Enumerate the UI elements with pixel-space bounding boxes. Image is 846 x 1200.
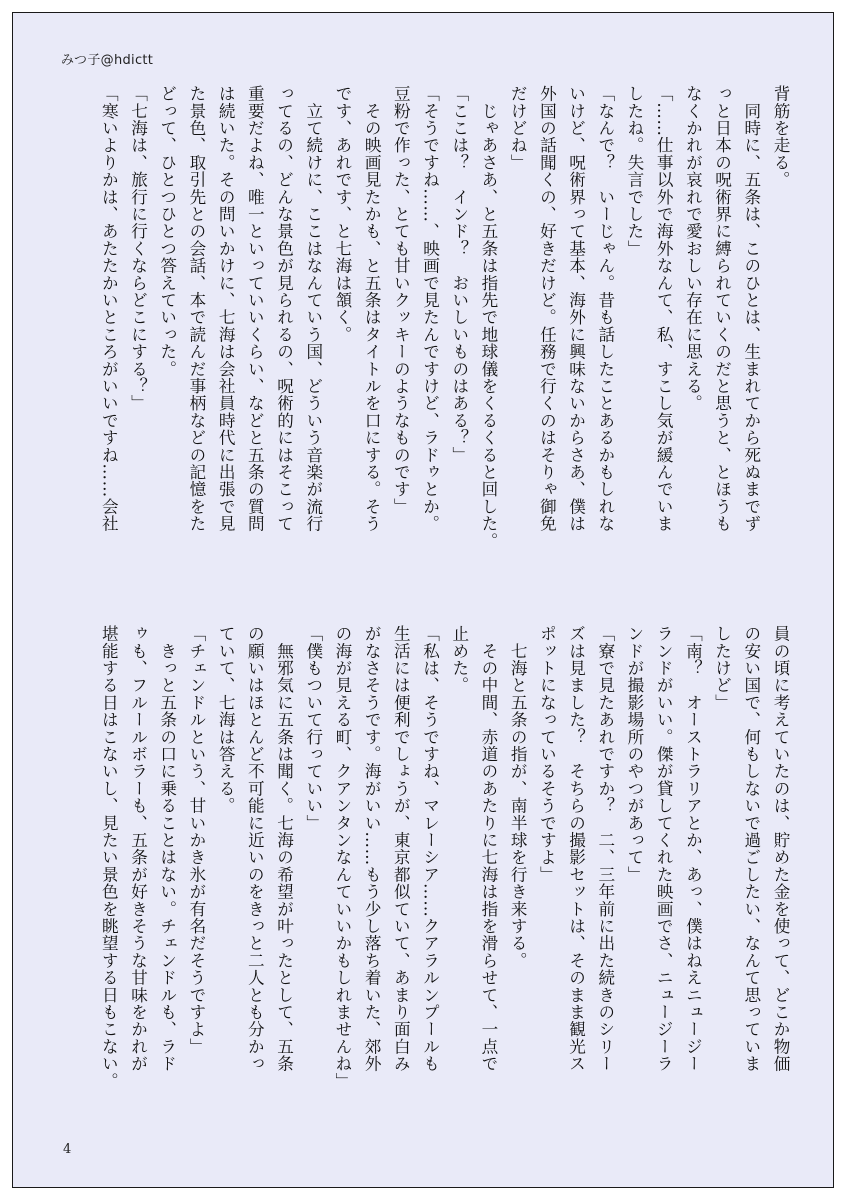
text-column: その中間、赤道のあたりに七海は指を滑らせて、一点で [478,625,498,1073]
text-column: 「ここは？ インド？ おいしいものはある？」 [449,85,469,464]
text-column: したね。失言でした」 [624,85,644,257]
text-column: ていて、七海は答える。 [216,625,236,815]
text-column: です、あれです、と七海は頷く。 [332,85,352,343]
text-column: の海が見える町、クアンタンなんていいかもしれませんね」 [332,625,352,1090]
text-column: 「そうですね……、映画で見たんですけど、ラドゥとか。 [420,85,440,533]
text-column: 立て続けに、ここはなんていう国、どういう音楽が流行 [303,85,323,533]
text-column: 無邪気に五条は聞く。七海の希望が叶ったとして、五条 [274,625,294,1073]
text-column: 「南？ オーストラリアとか、あっ、僕はねえニュージー [683,625,703,1073]
text-column: 重要だよね、唯一といっていいくらい、などと五条の質問 [245,85,265,533]
text-column: じゃあさあ、と五条は指先で地球儀をくるくると回した。 [478,85,498,550]
text-column: 堪能する日はこないし、見たい景色を眺望する日もこない。 [99,625,119,1090]
text-column: がなさそうです。海がいい……もう少し落ち着いた、郊外 [362,625,382,1073]
text-column: は続いた。その問いかけに、七海は会社員時代に出張で見 [216,85,236,533]
text-column: た景色、取引先との会話、本で読んだ事柄などの記憶をた [186,85,206,533]
page-number: 4 [63,1142,72,1157]
text-column: 「僕もついて行っていい」 [303,625,323,832]
text-column: 七海と五条の指が、南半球を行き来する。 [508,625,528,969]
text-column: きっと五条の口に乗ることはない。チェンドルも、ラド [157,625,177,1073]
text-column: 豆粉で作った、とても甘いクッキーのようなものです」 [391,85,411,515]
text-column: 「チェンドルという、甘いかき氷が有名だそうですよ」 [186,625,206,1055]
text-column: ってるの、どんな景色が見られるの、呪術的にはそこって [274,85,294,533]
text-column: ランドがいい。傑が貸してくれた映画でさ、ニュージーラ [654,625,674,1073]
text-column: ンドが撮影場所のやつがあって」 [624,625,644,883]
author-header: みつ子@hdictt [61,53,154,68]
text-column: 「……仕事以外で海外なんて、私、すこし気が緩んでいま [654,85,674,533]
text-column: 「私は、そうですね、マレーシア……クアラルンプールも [420,625,440,1073]
text-column: 員の頃に考えていたのは、貯めた金を使って、どこか物価 [771,625,790,1073]
text-column: 止めた。 [449,625,469,694]
text-column: 「寮で見たあれですか？ 二、三年前に出た続きのシリー [595,625,615,1073]
text-column: 生活には便利でしょうが、東京都似ていて、あまり面白み [391,625,411,1073]
text-column: っと日本の呪術界に縛られていくのだと思うと、とほうも [712,85,732,533]
text-block-top [55,85,795,605]
text-column: ズは見ました？ そちらの撮影セットは、そのまま観光ス [566,625,586,1073]
text-column: 「寒いよりかは、あたたかいところがいいですね……会社 [99,85,119,533]
text-column: なくかれが哀れで愛おしい存在に思える。 [683,85,703,412]
text-column: 背筋を走る。 [771,85,790,189]
text-column: ゥも、フルールボラーも、五条が好きそうな甘味をかれが [128,625,148,1073]
text-column: 同時に、五条は、このひとは、生まれてから死ぬまでず [741,85,761,533]
text-column: 外国の話聞くの、好きだけど。任務で行くのはそりゃ御免 [537,85,557,533]
text-column: だけどね」 [508,85,528,171]
text-block-bottom [55,625,795,1145]
text-column: 「なんで？ いーじゃん。昔も話したことあるかもしれな [595,85,615,533]
text-column: その映画見たかも、と五条はタイトルを口にする。そう [362,85,382,533]
text-column: どって、ひとつひとつ答えていった。 [157,85,177,378]
book-page [12,12,834,1188]
text-column: したけど」 [712,625,732,711]
text-column: ポットになっているそうですよ」 [537,625,557,883]
text-column: の願いはほとんど不可能に近いのをきっと二人とも分かっ [245,625,265,1073]
text-column: の安い国で、何もしないで過ごしたい、なんて思っていま [741,625,761,1073]
text-column: いけど、呪術界って基本、海外に興味ないからさあ、僕は [566,85,586,533]
text-column: 「七海は、旅行に行くならどこにする？」 [128,85,148,412]
